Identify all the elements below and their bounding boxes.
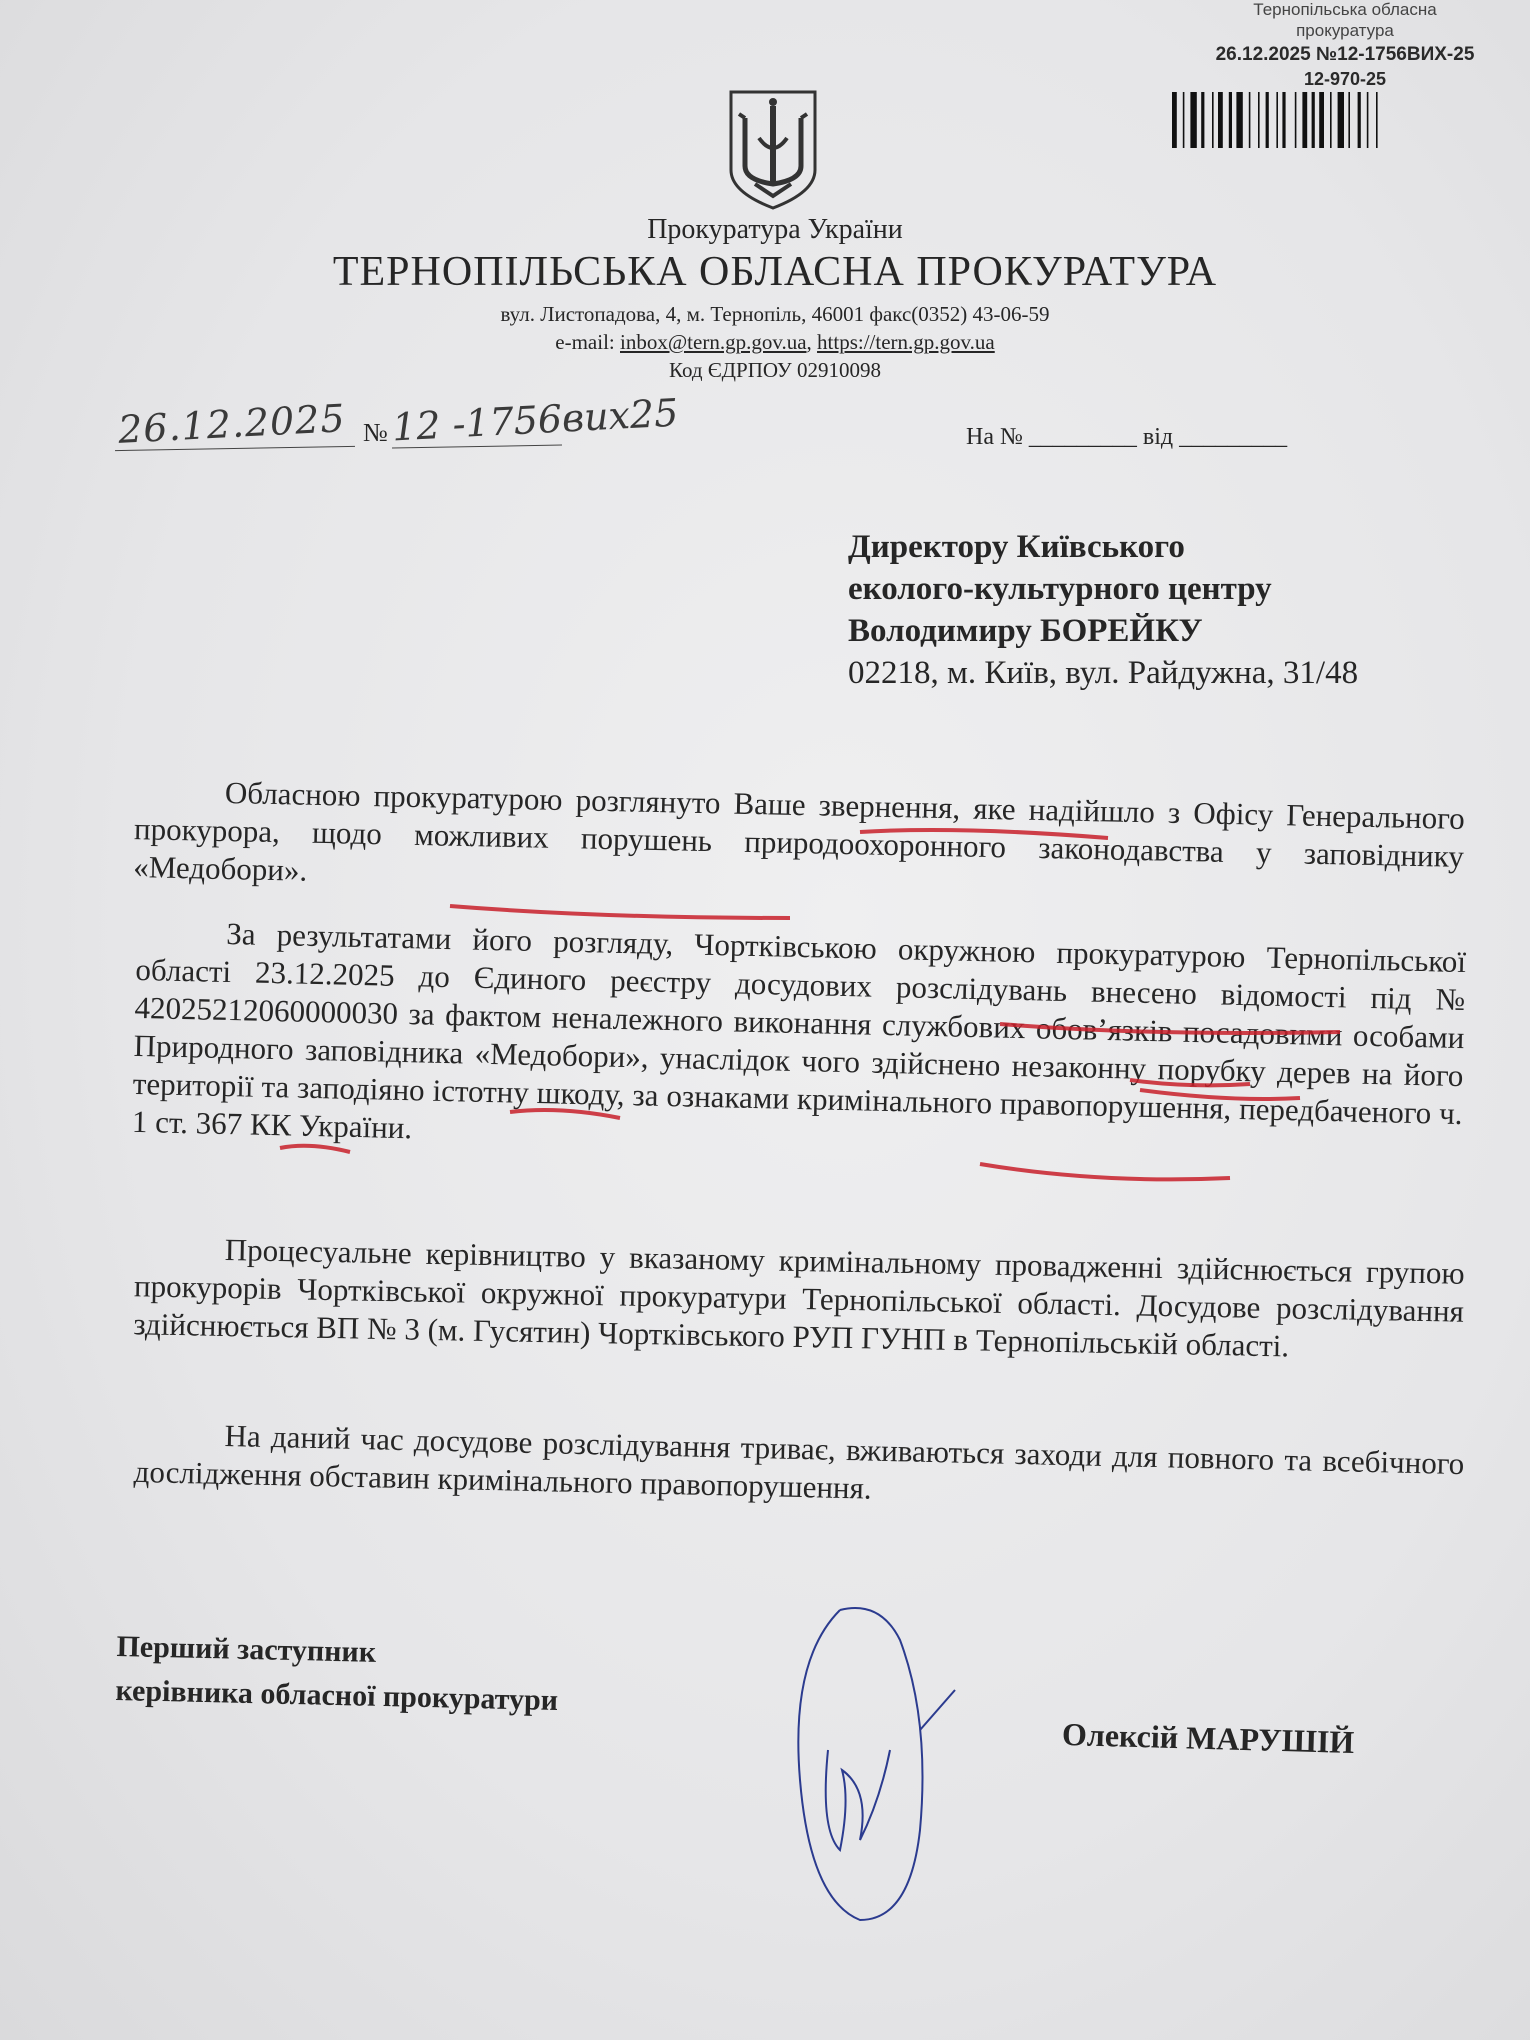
number-label: № <box>363 418 388 447</box>
contact-separator: , <box>806 330 818 354</box>
body-paragraph-2: За результатами його розгляду, Чортківською окружною прокуратурою Тернопільської області 23.12.2025 до Єдиного реєстру досудових розслідувань внесено відомості під № 42025212060000030 за фактом неналежного виконання службових обов’язків посадовими особами Природного заповідника «Медобори», унаслідок чого здійснено незаконну порубку дерев на його території та заподіяно істотну шкоду, за ознаками кримінального правопорушення, передбаченого ч. 1 ст. 367 КК України. <box>131 915 1467 1146</box>
signer-name: Олексій МАРУШІЙ <box>1061 1715 1355 1761</box>
barcode-bar <box>1302 92 1307 148</box>
body-paragraph-4: На даний час досудове розслідування триває, вживаються заходи для повного та всебічного дослідження обставин кримінального правопорушення. <box>133 1417 1465 1506</box>
stamp-office-line1: Тернопільська обласна <box>1253 0 1437 19</box>
addressee-line1: Директору Київського <box>848 529 1185 565</box>
barcode-bar <box>1295 92 1297 148</box>
addressee-line2: еколого-культурного центру <box>848 571 1272 607</box>
org-edrpou: Код ЄДРПОУ 02910098 <box>669 358 881 382</box>
website-link[interactable]: https://tern.gp.gov.ua <box>817 330 995 354</box>
barcode-bar <box>1212 92 1214 148</box>
addressee-address: 02218, м. Київ, вул. Райдужна, 31/48 <box>848 655 1359 691</box>
barcode-bar <box>1276 92 1278 148</box>
org-name: ТЕРНОПІЛЬСЬКА ОБЛАСНА ПРОКУРАТУРА <box>332 249 1218 295</box>
barcode-bar <box>1258 92 1260 148</box>
addressee-line3: Володимиру БОРЕЙКУ <box>848 613 1203 649</box>
org-parent-name: Прокуратура України <box>647 214 903 245</box>
body-paragraph-1: Обласною прокуратурою розглянуто Ваше звернення, яке надійшло з Офісу Генерального прокурора, щодо можливих порушень природоохоронного законодавства у заповіднику «Медобори». <box>132 774 1466 888</box>
barcode-bar <box>1312 92 1315 148</box>
org-contacts <box>0 330 1530 355</box>
stamp-code: 12-970-25 <box>1303 69 1387 89</box>
outgoing-date: 26.12.2025 <box>117 396 347 452</box>
barcode-bar <box>1282 92 1285 148</box>
barcode-bar <box>1201 92 1204 148</box>
barcode-bar <box>1183 92 1185 148</box>
barcode-bar <box>1236 92 1242 148</box>
barcode-bar <box>1190 92 1196 148</box>
barcode-bar <box>1330 92 1332 148</box>
body-paragraph-3: Процесуальне керівництво у вказаному кримінальному провадженні здійснюється групою прокурорів Чортківської окружної прокуратури Тернопільської області. Досудове розслідування здійснюється ВП № 3 (м. Гусятин) Чортківського РУП ГУНП в Тернопільській області. <box>133 1231 1465 1364</box>
barcode-bar <box>1376 92 1378 148</box>
barcode-bar <box>1172 92 1177 148</box>
barcode-bar <box>1249 92 1251 148</box>
barcode <box>1172 92 1492 148</box>
signer-title-line1: Перший заступник <box>116 1629 377 1669</box>
reply-reference: На № _________ від _________ <box>966 424 1288 450</box>
email-label: e-mail: <box>555 330 620 354</box>
org-address: вул. Листопадова, 4, м. Тернопіль, 46001 факс(0352) 43-06-59 <box>500 302 1050 326</box>
trident-emblem-icon <box>725 88 821 212</box>
outgoing-number: 12 -1756вих25 <box>391 390 680 450</box>
barcode-bar <box>1348 92 1350 148</box>
addressee-block <box>848 526 1358 694</box>
stamp-office-line2: прокуратура <box>1296 21 1394 40</box>
stamp-reg-number: 26.12.2025 №12-1756ВИХ-25 <box>1215 44 1475 65</box>
registration-stamp <box>1170 0 1520 90</box>
signer-title <box>115 1625 559 1723</box>
signer-title-line2: керівника обласної прокуратури <box>115 1673 559 1718</box>
barcode-bar <box>1218 92 1223 148</box>
barcode-bar <box>1229 92 1232 148</box>
handwritten-signature <box>780 1600 980 1930</box>
barcode-bar <box>1367 92 1369 148</box>
barcode-bar <box>1338 92 1344 148</box>
barcode-bar <box>1319 92 1324 148</box>
email-link[interactable]: inbox@tern.gp.gov.ua <box>620 330 807 354</box>
barcode-bar <box>1266 92 1269 148</box>
barcode-bar <box>1358 92 1361 148</box>
